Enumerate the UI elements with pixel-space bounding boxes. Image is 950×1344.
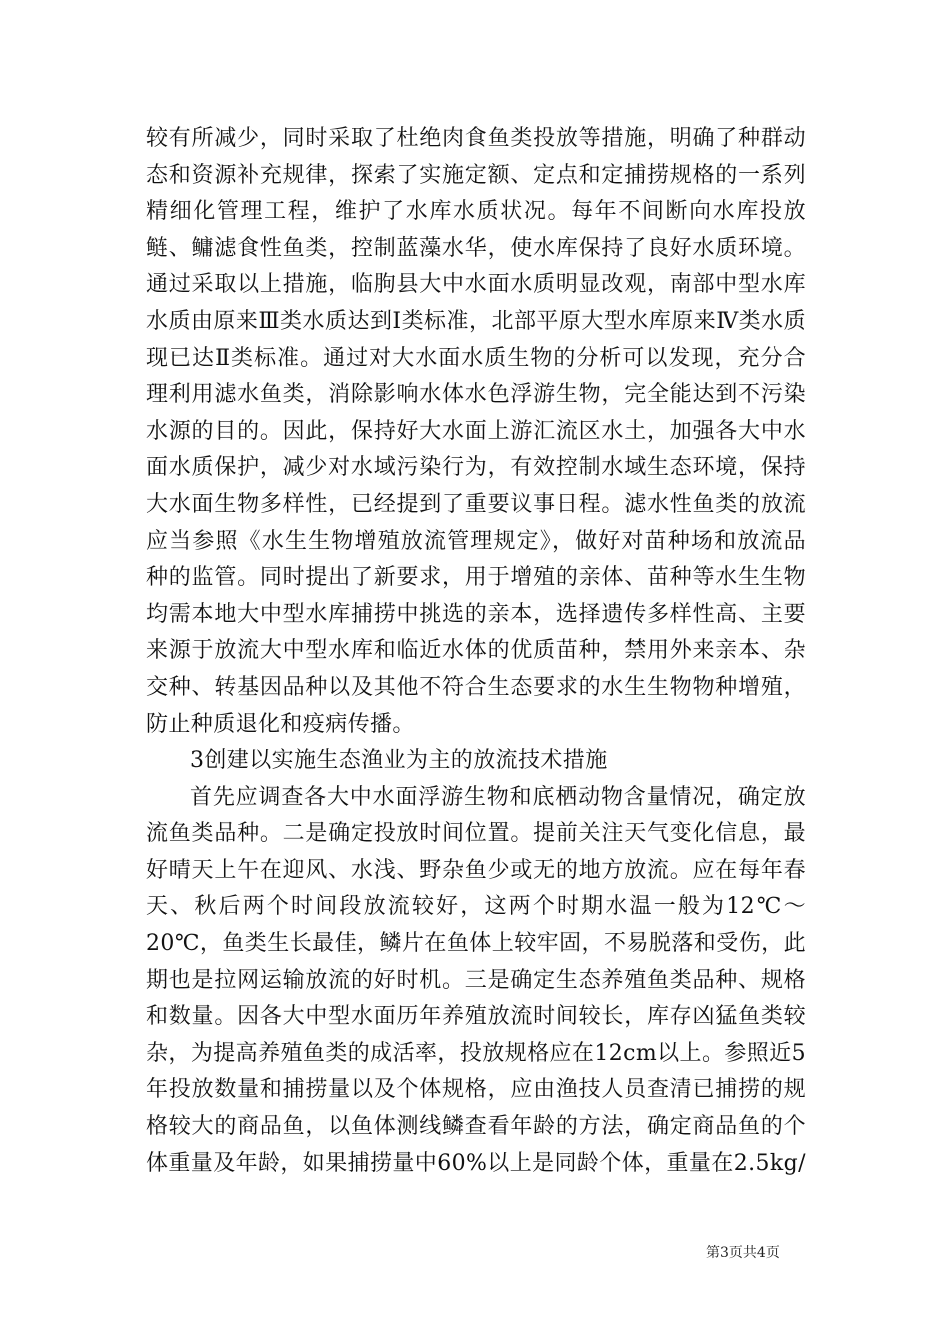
page-number: 第3页共4页 bbox=[706, 1245, 780, 1261]
body-text bbox=[146, 121, 806, 1182]
paragraph-continuation: 较有所减少，同时采取了杜绝肉食鱼类投放等措施，明确了种群动态和资源补充规律，探索了实施定额、定点和定捕捞规格的一系列精细化管理工程，维护了水库水质状况。每年不间断向水库投放鲢、鳙滤食性鱼类，控制蓝藻水华，使水库保持了良好水质环境。通过采取以上措施，临朐县大中水面水质明显改观，南部中型水库水质由原来Ⅲ类水质达到Ⅰ类标准，北部平原大型水库原来Ⅳ类水质现已达Ⅱ类标准。通过对大水面水质生物的分析可以发现，充分合理利用滤水鱼类，消除影响水体水色浮游生物，完全能达到不污染水源的目的。因此，保持好大水面上游汇流区水土，加强各大中水面水质保护，减少对水域污染行为，有效控制水域生态环境，保持大水面生物多样性，已经提到了重要议事日程。滤水性鱼类的放流应当参照《水生生物增殖放流管理规定》，做好对苗种场和放流品种的监管。同时提出了新要求，用于增殖的亲体、苗种等水生生物均需本地大中型水库捕捞中挑选的亲本，选择遗传多样性高、主要来源于放流大中型水库和临近水体的优质苗种，禁用外来亲本、杂交种、转基因品种以及其他不符合生态要求的水生生物物种增殖，防止种质退化和疫病传播。 bbox=[146, 126, 806, 737]
paragraph-techniques: 首先应调查各大中水面浮游生物和底栖动物含量情况，确定放流鱼类品种。二是确定投放时间位置。提前关注天气变化信息，最好晴天上午在迎风、水浅、野杂鱼少或无的地方放流。应在每年春天、秋后两个时间段放流较好，这两个时期水温一般为12℃～20℃，鱼类生长最佳，鳞片在鱼体上较牢固，不易脱落和受伤，此期也是拉网运输放流的好时机。三是确定生态养殖鱼类品种、规格和数量。因各大中型水面历年养殖放流时间较长，库存凶猛鱼类较杂，为提高养殖鱼类的成活率，投放规格应在12cm以上。参照近5年投放数量和捕捞量以及个体规格，应由渔技人员查清已捕捞的规格较大的商品鱼，以鱼体测线鳞查看年龄的方法，确定商品鱼的个体重量及年龄，如果捕捞量中60%以上是同龄个体，重量在2.5kg/ bbox=[146, 784, 806, 1176]
section-heading: 3创建以实施生态渔业为主的放流技术措施 bbox=[190, 748, 608, 774]
